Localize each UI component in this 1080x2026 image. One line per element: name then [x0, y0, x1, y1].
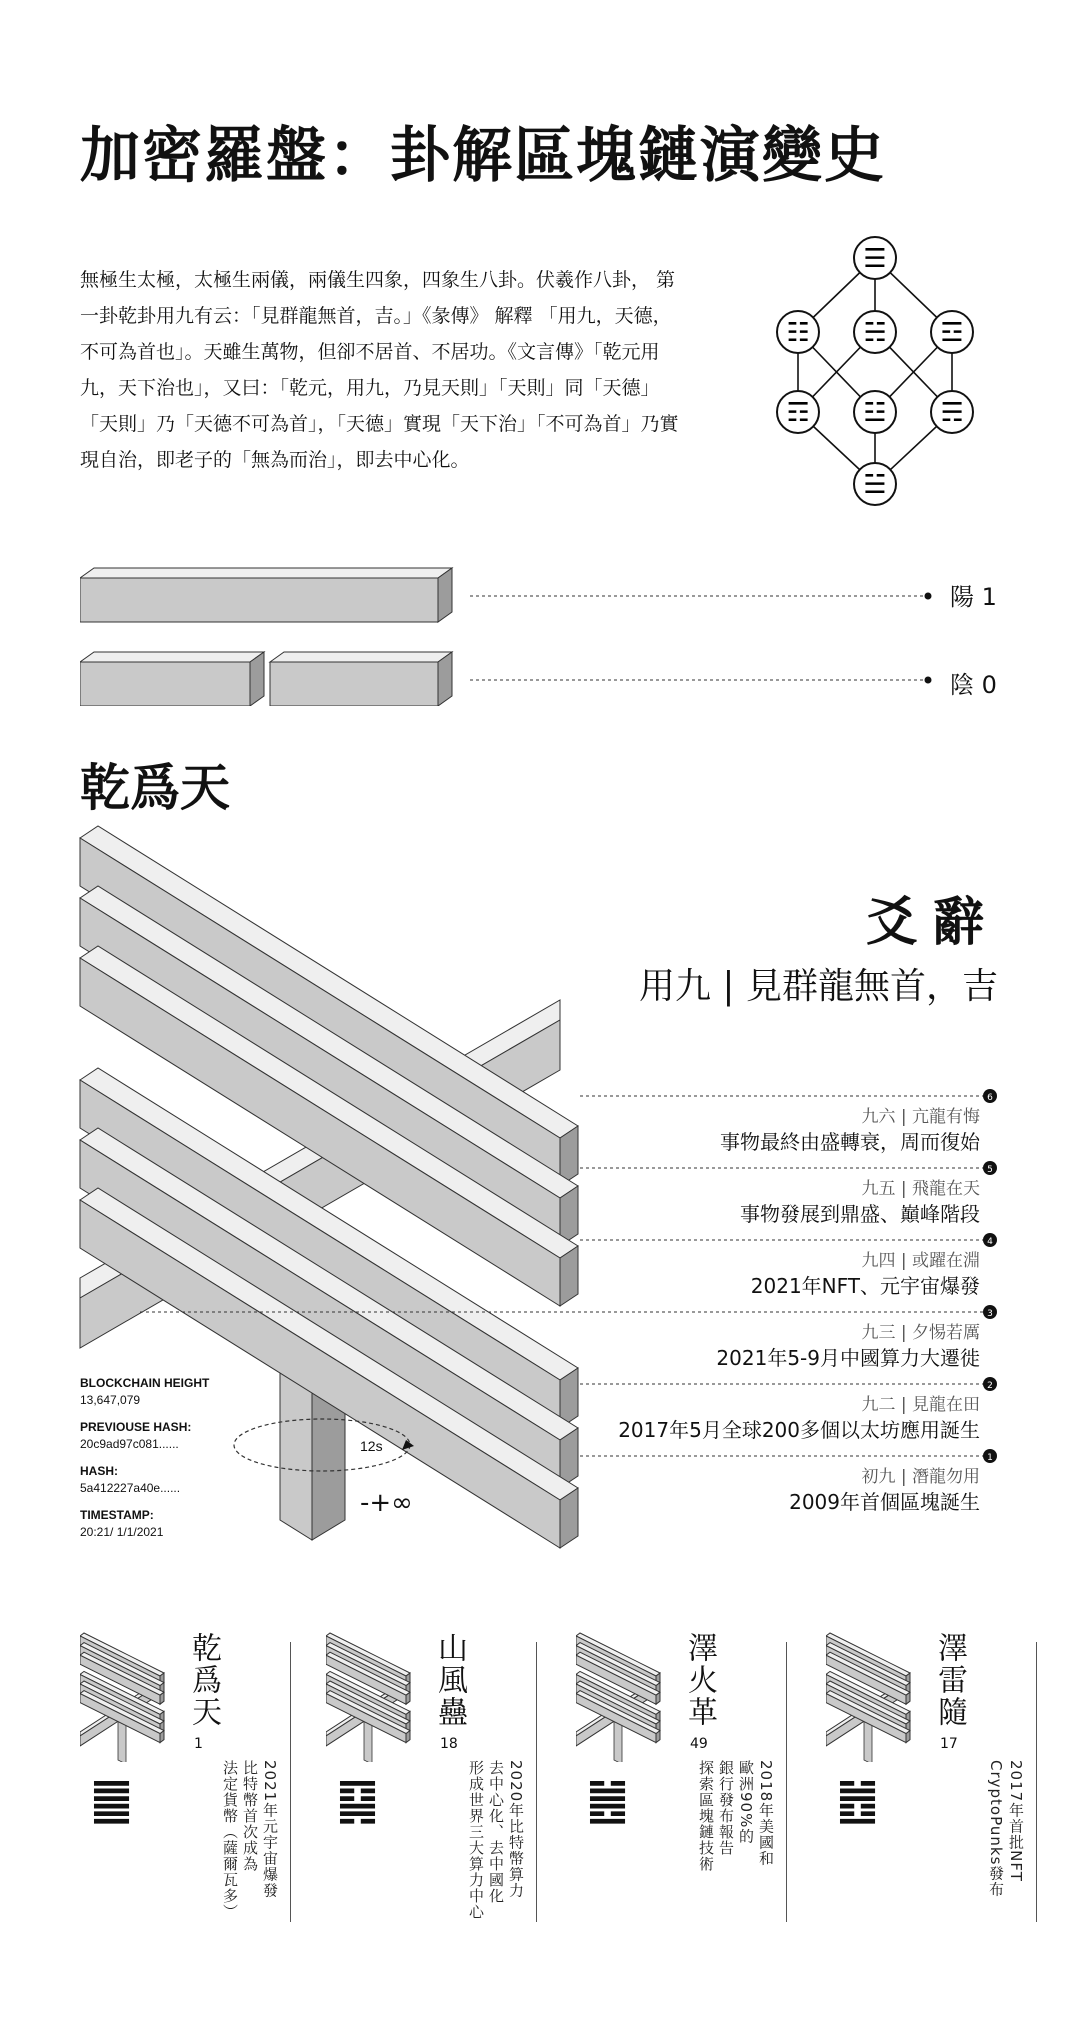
yao-line-tag: 九三 | 夕惕若厲 [861, 1323, 980, 1343]
intro-line: 不可為首也」。天雖生萬物，但卻不居首、不居功。《文言傳》「乾元用 [80, 341, 660, 363]
trigram-symbol: ☶ [786, 398, 810, 428]
card-description [466, 1760, 526, 1930]
intro-line: 無極生太極，太極生兩儀，兩儀生四象，四象生八卦。伏羲作八卦， 第 [80, 269, 676, 291]
yao-line-tag: 九二 | 見龍在田 [861, 1395, 980, 1415]
yao-heading: 爻辭 [865, 892, 998, 953]
trigram-symbol: ☷ [786, 318, 810, 348]
trigram-node [854, 311, 896, 353]
trigram-node [777, 391, 819, 433]
trigram-symbol: ☰ [863, 244, 887, 274]
card-description-line: 2021年元宇宙爆發 [261, 1760, 279, 1899]
yao-line-tag: 九六 | 亢龍有悔 [861, 1107, 980, 1127]
timestamp-label: TIMESTAMP: [80, 1508, 154, 1522]
hexagram-symbol: ䷰ [586, 1772, 630, 1828]
yang-dot [925, 593, 932, 600]
yao-line-description: 2009年首個區塊誕生 [789, 1490, 980, 1514]
trigram-symbol: ☲ [940, 318, 964, 348]
mini-beam-structure [576, 1632, 676, 1762]
hash-label: HASH: [80, 1464, 118, 1478]
intro-line: 九，天下治也」，又曰：「乾元，用九，乃見天則」「天則」同「天德」 [80, 377, 660, 399]
bagua-diagram [760, 236, 990, 506]
yang-bar [80, 568, 452, 622]
intro-line: 「天則」乃「天德不可為首」，「天德」實現「天下治」「不可為首」乃實 [80, 413, 679, 435]
trigram-node [931, 311, 973, 353]
card-description-line: CryptoPunks發布 [987, 1760, 1005, 1898]
yao-line-description: 事物發展到鼎盛、巔峰階段 [740, 1202, 980, 1226]
card-description-line: 歐洲90%的 [737, 1760, 755, 1845]
mini-beam-structure [80, 1632, 180, 1762]
timestamp-value: 20:21/ 1/1/2021 [80, 1525, 164, 1539]
hexagram-card [576, 1632, 806, 1932]
yao-number: 6 [987, 1093, 993, 1103]
infinity-label: -+∞ [360, 1488, 413, 1518]
yin-bar-right [270, 652, 452, 706]
trigram-node [777, 311, 819, 353]
trigram-symbol: ☴ [940, 398, 964, 428]
yao-line-tag: 初九 | 潛龍勿用 [861, 1467, 980, 1487]
card-description-line: 銀行發布報告 [717, 1760, 735, 1856]
intro-paragraph [80, 262, 730, 478]
yao-line-description: 事物最終由盛轉衰，周而復始 [720, 1130, 980, 1154]
yao-line-description: 2021年NFT、元宇宙爆發 [750, 1274, 980, 1298]
trigram-node [854, 237, 896, 279]
card-separator [290, 1642, 291, 1922]
mini-beam-structure [826, 1632, 926, 1762]
page-title: 加密羅盤：卦解區塊鏈演變史 [80, 121, 886, 191]
yin-bar-left [80, 652, 264, 706]
yao-number: 2 [987, 1381, 993, 1391]
card-hexagram-number: 17 [940, 1736, 958, 1752]
card-separator [786, 1642, 787, 1922]
hexagram-card [80, 1632, 310, 1932]
hexagram-card [326, 1632, 556, 1932]
block-height-label: BLOCKCHAIN HEIGHT [80, 1376, 210, 1390]
card-description-line: 2018年美國和 [757, 1760, 775, 1867]
card-description-line: 探索區塊鏈技術 [697, 1760, 715, 1872]
card-description-line: 比特幣首次成為 [241, 1760, 259, 1872]
cycle-label: 12s [360, 1438, 383, 1454]
card-description-line: 形成世界三大算力中心 [467, 1760, 485, 1920]
hexagram-symbol: ䷐ [836, 1772, 880, 1828]
card-hexagram-name: 山風蠱 [432, 1632, 467, 1728]
hexagram-title: 乾爲天 [80, 758, 230, 817]
yao-number: 4 [987, 1237, 993, 1247]
card-description-line: 2017年首批NFT [1007, 1760, 1025, 1882]
yao-line-tag: 九四 | 或躍在淵 [861, 1251, 980, 1271]
mini-beam-structure [326, 1632, 426, 1762]
card-description-line: 法定貨幣（薩爾瓦多） [221, 1760, 239, 1920]
trigram-symbol: ☱ [863, 470, 887, 500]
yao-line-description: 2017年5月全球200多個以太坊應用誕生 [618, 1418, 980, 1442]
card-hexagram-name: 澤雷隨 [932, 1632, 967, 1728]
yao-line-tag: 九五 | 飛龍在天 [861, 1179, 980, 1199]
card-hexagram-name: 澤火革 [682, 1632, 717, 1728]
yao-number: 1 [987, 1453, 993, 1463]
trigram-node [931, 391, 973, 433]
card-description [986, 1760, 1026, 1930]
prev-hash-label: PREVIOUSE HASH: [80, 1420, 192, 1434]
card-description-line: 去中心化、去中國化 [487, 1760, 505, 1904]
card-hexagram-number: 1 [194, 1736, 203, 1752]
card-separator [536, 1642, 537, 1922]
card-description [696, 1760, 776, 1930]
card-hexagram-name: 乾爲天 [186, 1632, 221, 1728]
intro-line: 現自治，即老子的「無為而治」，即去中心化。 [80, 449, 470, 471]
hexagram-card [826, 1632, 1056, 1932]
trigram-node [854, 463, 896, 505]
card-hexagram-number: 18 [440, 1736, 458, 1752]
card-hexagram-number: 49 [690, 1736, 708, 1752]
card-separator [1036, 1642, 1037, 1922]
intro-line: 一卦乾卦用九有云：「見群龍無首，吉。」《彖傳》 解釋 「用九，天德， [80, 305, 672, 327]
yao-subheading: 用九 | 見群龍無首，吉 [638, 966, 998, 1007]
block-height-value: 13,647,079 [80, 1393, 141, 1407]
trigram-node [854, 391, 896, 433]
yao-line-description: 2021年5-9月中國算力大遷徙 [716, 1346, 980, 1370]
yao-number: 3 [987, 1309, 993, 1319]
trigram-symbol: ☳ [863, 398, 887, 428]
yin-label: 陰 0 [950, 671, 997, 699]
card-description [220, 1760, 280, 1930]
yin-dot [925, 677, 932, 684]
hexagram-symbol: ䷑ [336, 1772, 380, 1828]
yao-number: 5 [987, 1165, 993, 1175]
prev-hash-value: 20c9ad97c081...... [80, 1437, 179, 1451]
yinyang-diagram [80, 566, 940, 706]
hash-value: 5a412227a40e...... [80, 1481, 181, 1495]
yang-label: 陽 1 [950, 583, 997, 611]
trigram-symbol: ☵ [863, 318, 887, 348]
card-description-line: 2020年比特幣算力 [507, 1760, 525, 1899]
hexagram-symbol: ䷀ [90, 1772, 134, 1828]
